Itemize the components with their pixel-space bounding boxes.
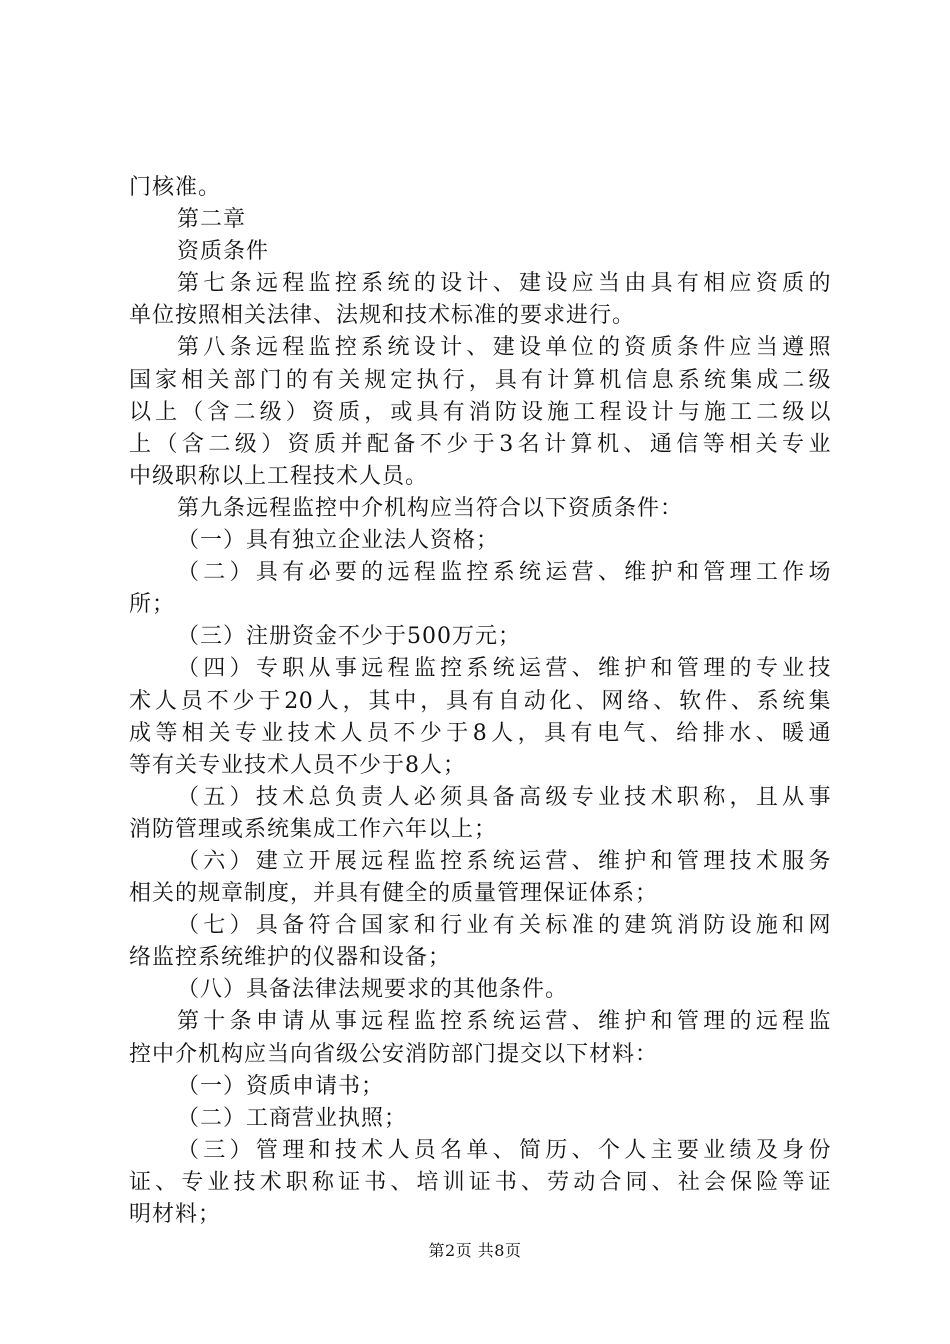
text-line: 第七条远程监控系统的设计、建设应当由具有相应资质的 (177, 271, 831, 297)
text-line: 控中介机构应当向省级公安消防部门提交以下材料： (129, 1041, 659, 1067)
document-body (129, 172, 831, 1231)
text-line: （三）注册资金不少于500万元； (177, 624, 521, 650)
text-line: 第九条远程监控中介机构应当符合以下资质条件： (177, 495, 684, 521)
text-line: 国家相关部门的有关规定执行，具有计算机信息系统集成二级 (129, 367, 831, 393)
text-line: 资质条件 (177, 239, 270, 265)
text-line: （八）具备法律法规要求的其他条件。 (177, 977, 569, 1003)
text-line: 单位按照相关法律、法规和技术标准的要求进行。 (129, 303, 636, 329)
text-line: 所； (129, 592, 176, 618)
text-line: 以上（含二级）资质，或具有消防设施工程设计与施工二级以 (129, 399, 831, 425)
text-line: 证、专业技术职称证书、培训证书、劳动合同、社会保险等证 (129, 1169, 831, 1195)
text-line: （五）技术总负责人必须具备高级专业技术职称，且从事 (177, 784, 831, 810)
text-line: （四）专职从事远程监控系统运营、维护和管理的专业技 (177, 656, 831, 682)
text-line: （七）具备符合国家和行业有关标准的建筑消防设施和网 (177, 913, 831, 939)
text-line: （二）具有必要的远程监控系统运营、维护和管理工作场 (177, 560, 831, 586)
text-line: （二）工商营业执照； (177, 1105, 408, 1131)
text-line: 等有关专业技术人员不少于8人； (129, 752, 466, 778)
text-line: （一）具有独立企业法人资格； (177, 528, 500, 554)
text-line: 门核准。 (129, 175, 222, 200)
text-line: 术人员不少于20人，其中，具有自动化、网络、软件、系统集 (129, 688, 831, 714)
text-line: 第八条远程监控系统设计、建设单位的资质条件应当遵照 (177, 335, 831, 361)
text-line: 第十条申请从事远程监控系统运营、维护和管理的远程监 (177, 1009, 831, 1035)
text-line: 消防管理或系统集成工作六年以上； (129, 816, 498, 842)
text-line: 第二章 (177, 207, 247, 233)
text-line: 成等相关专业技术人员不少于8人，具有电气、给排水、暖通 (129, 720, 831, 746)
text-line: （一）资质申请书； (177, 1073, 385, 1099)
text-line: 中级职称以上工程技术人员。 (129, 463, 429, 489)
text-line: （三）管理和技术人员名单、简历、个人主要业绩及身份 (177, 1137, 831, 1163)
page-footer: 第2页 共8页 (428, 1241, 522, 1260)
text-line: 上（含二级）资质并配备不少于3名计算机、通信等相关专业 (129, 431, 831, 457)
text-line: （六）建立开展远程监控系统运营、维护和管理技术服务 (177, 848, 831, 874)
text-line: 明材料； (129, 1202, 222, 1227)
text-line: 相关的规章制度，并具有健全的质量管理保证体系； (129, 881, 659, 907)
text-line: 络监控系统维护的仪器和设备； (129, 945, 452, 971)
